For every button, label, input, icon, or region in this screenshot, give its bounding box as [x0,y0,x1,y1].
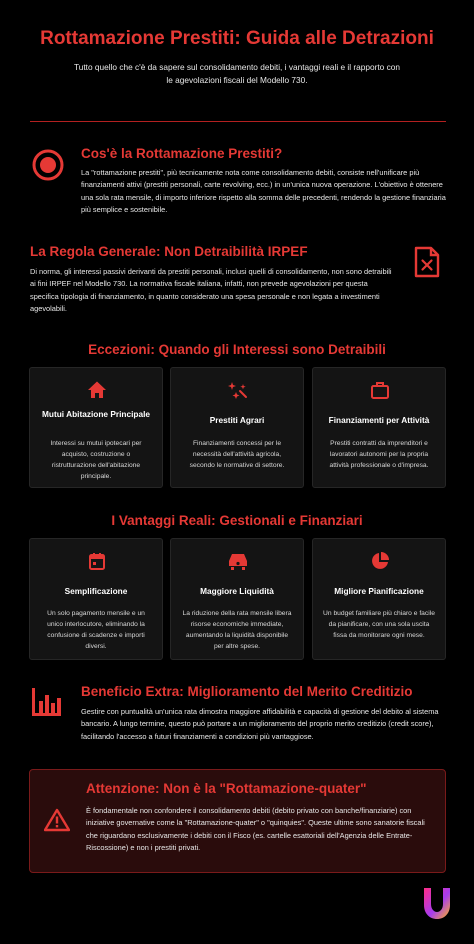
card-prestiti-agrari [170,367,304,488]
card-migliore-pianificazione [312,538,446,660]
hero [0,28,474,87]
bar-chart-icon [30,686,62,718]
section-body: Di norma, gli interessi passivi derivanti da prestiti personali, inclusi quelli di consolidamento, non sono detraibili ai fini IRPEF nel Modello 730. La normativa fiscale italiana, infatti, non prevede agevolazioni per questa specifica tipologia di finanziamento, in quanto considerato una spesa personale e non legata a investimenti agevolabili. [30,267,392,313]
section-title: Cos'è la Rottamazione Prestiti? [81,146,283,161]
card-body: La riduzione della rata mensile libera risorse economiche immediate, aumentando la liquidità disponibile per altre spese. [182,610,292,650]
card-finanziamenti-attivita [312,367,446,488]
pie-chart-icon [370,551,390,571]
warning-body: È fondamentale non confondere il consolidamento debiti (debito privato con banche/finanziarie) con iniziative governative come la "Rottamazione-quater" o "quinquies". Queste ultime sono sanatorie fiscali che riguardano esclusivamente i debiti con il Fisco (es. cartelle esattoriali dell'Agenzia delle Entrate-Riscossione) e non i prestiti privati. [86,806,425,852]
card-body: Prestiti contratti da imprenditori e lavoratori autonomi per la propria attività professionale o d'impresa. [329,440,429,469]
section-body: Gestire con puntualità un'unica rata dimostra maggiore affidabilità e capacità di gestione del debito al sistema bancario. A lungo termine, questo può portare a un miglioramento del proprio merito creditizio (credit score), facilitando l'accesso a futuri finanziamenti a condizioni più vantaggiose. [81,707,439,741]
card-title: Migliore Pianificazione [334,586,424,596]
card-body: Interessi su mutui ipotecari per acquisto, costruzione o ristrutturazione dell'abitazione principale. [50,440,142,480]
page-subtitle: Tutto quello che c'è da sapere sul consolidamento debiti, i vantaggi reali e il rapporto con le agevolazioni fiscali del Modello 730. [74,62,400,85]
card-title: Semplificazione [64,586,128,596]
card-body: Finanziamenti concessi per le necessità dell'attività agricola, secondo le normative di settore. [189,440,285,469]
section-title: La Regola Generale: Non Detraibilità IRPEF [30,244,308,259]
card-body: Un solo pagamento mensile e un unico interlocutore, eliminando la confusione di scadenze e importi diversi. [47,610,145,650]
page-title: Rottamazione Prestiti: Guida alle Detrazioni [40,28,434,49]
section-body: La "rottamazione prestiti", più tecnicamente nota come consolidamento debiti, consiste nell'unificare più finanziamenti attivi (prestiti personali, carte revolving, ecc.) in un'unica nuova operazione. L'obiettivo è ottenere una sola rata mensile, di importo inferiore rispetto alla somma delle precedenti, rendendo la gestione finanziaria più semplice e sostenibile. [81,168,446,214]
brand-logo-icon [420,884,454,922]
card-title: Finanziamenti per Attività [328,415,430,425]
card-mutui [29,367,163,488]
cash-icon [227,551,249,571]
card-body: Un budget familiare più chiaro e facile da pianificare, con una sola uscita fissa da monitorare ogni mese. [323,610,435,639]
document-x-icon [414,246,440,278]
briefcase-icon [370,380,390,400]
warning-icon [44,808,70,832]
section-title: Beneficio Extra: Miglioramento del Merito Creditizio [81,684,413,699]
benefits-title: I Vantaggi Reali: Gestionali e Finanziari [111,513,363,528]
card-semplificazione [29,538,163,660]
agriculture-icon [227,380,249,400]
divider [30,121,446,122]
card-title: Mutui Abitazione Principale [41,409,151,419]
home-icon [87,380,107,400]
card-title: Prestiti Agrari [209,415,265,425]
warning-box [29,769,446,873]
calendar-icon [87,551,107,571]
exceptions-title: Eccezioni: Quando gli Interessi sono Detraibili [88,342,386,357]
warning-title: Attenzione: Non è la "Rottamazione-quater" [86,781,367,796]
card-title: Maggiore Liquidità [200,586,274,596]
target-icon [32,149,64,181]
card-maggiore-liquidita [170,538,304,660]
